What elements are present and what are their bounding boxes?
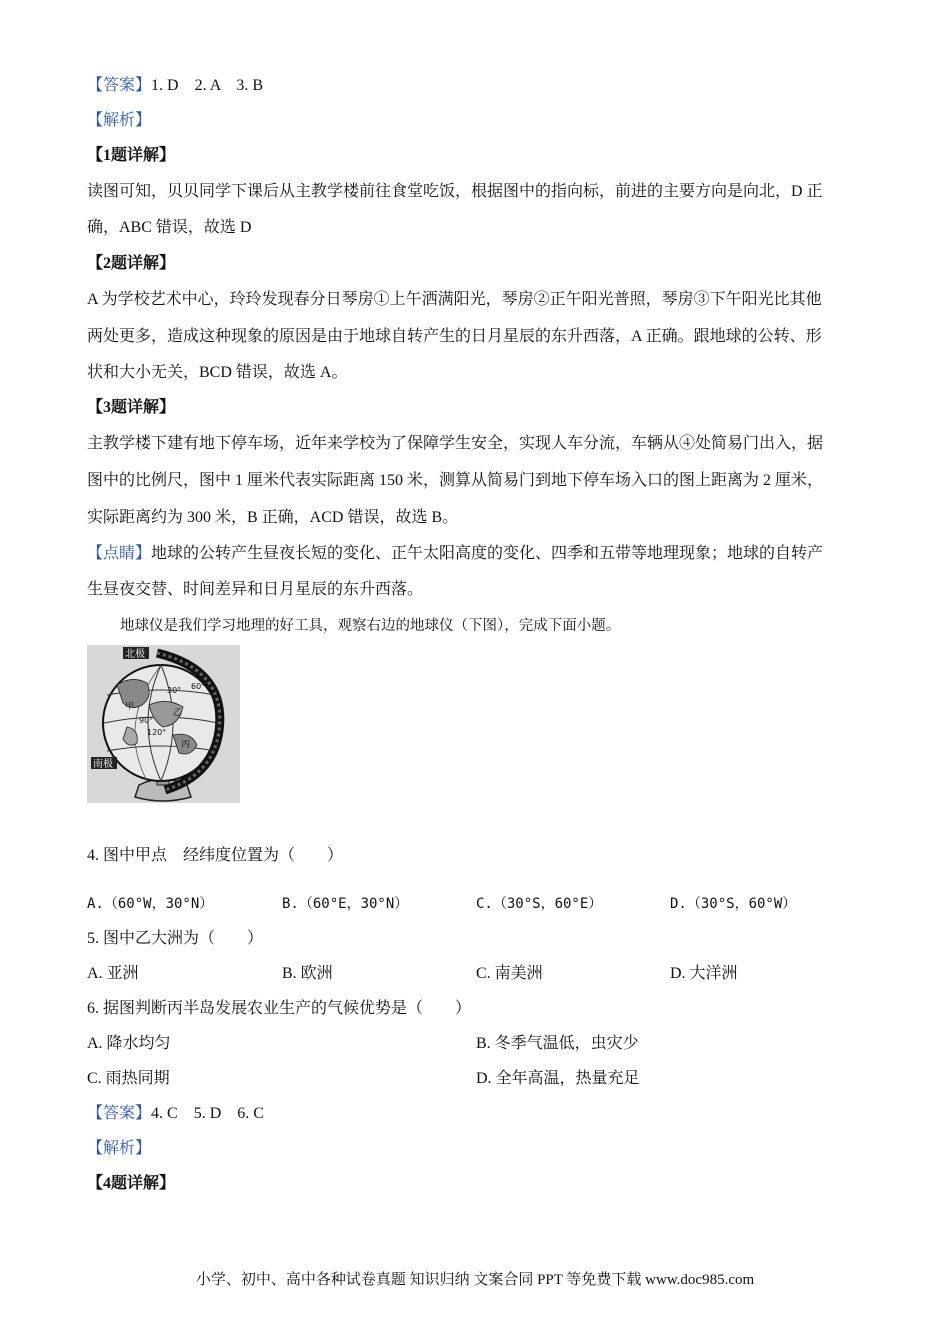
tip-line-2: 生昼夜交替、时间差异和日月星辰的东升西落。 — [87, 581, 424, 598]
analysis-tag-2: 【解析】 — [87, 1140, 152, 1157]
detail-1-line-2: 确，ABC 错误，故选 D — [87, 219, 252, 236]
detail-title-3: 【3题详解】 — [87, 399, 176, 416]
lon-90-label: 90° — [139, 716, 154, 725]
north-pole-label: 北极 — [125, 649, 145, 660]
answer-line-1-3 — [87, 76, 263, 96]
detail-title-2: 【2题详解】 — [87, 255, 176, 272]
q6-option-b: B. 冬季气温低，虫灾少 — [476, 1035, 639, 1052]
q5-option-c: C. 南美洲 — [476, 965, 543, 982]
detail-3-line-3: 实际距离约为 300 米，B 正确，ACD 错误，故选 B。 — [87, 509, 459, 526]
q4-option-c: C.（30°S，60°E） — [476, 896, 603, 912]
answer-line-4-6 — [87, 1104, 264, 1124]
tip-line-1 — [87, 544, 823, 564]
q5-option-d: D. 大洋洲 — [670, 965, 738, 982]
q4-option-a: A.（60°W，30°N） — [87, 896, 214, 912]
answer-tag-2: 【答案】 — [87, 1105, 152, 1122]
detail-2-line-1: A 为学校艺术中心，玲玲发现春分日琴房①上午洒满阳光，琴房②正午阳光普照，琴房③下午阳光比其他 — [87, 291, 822, 308]
q5-option-a: A. 亚洲 — [87, 965, 139, 982]
globe-figure — [87, 645, 240, 803]
tip-text-1: 地球的公转产生昼夜长短的变化、正午太阳高度的变化、四季和五带等地理现象；地球的自转产 — [151, 545, 824, 562]
detail-title-1: 【1题详解】 — [87, 147, 176, 164]
answer-text: 1. D 2. A 3. B — [151, 77, 264, 94]
globe-illustration — [87, 645, 240, 803]
q5-stem: 5. 图中乙大洲为（ ） — [87, 930, 264, 947]
detail-title-4: 【4题详解】 — [87, 1175, 176, 1192]
lon-120-label: 120° — [147, 728, 167, 737]
point-jia-label: 甲 — [125, 702, 135, 712]
q6-option-c: C. 雨热同期 — [87, 1070, 170, 1087]
peninsula-bing-label: 丙 — [181, 740, 191, 750]
q6-stem: 6. 据图判断丙半岛发展农业生产的气候优势是（ ） — [87, 1000, 472, 1017]
answer-text-2: 4. C 5. D 6. C — [151, 1105, 264, 1122]
continent-yi-label: 乙 — [173, 708, 183, 718]
detail-2-line-2: 两处更多，造成这种现象的原因是由于地球自转产生的日月星辰的东升西落，A 正确。跟地球的公转、形 — [87, 328, 822, 345]
q6-option-a: A. 降水均匀 — [87, 1035, 171, 1052]
lat-30-label: 30° — [167, 686, 182, 695]
answer-tag: 【答案】 — [87, 77, 152, 94]
q5-option-b: B. 欧洲 — [282, 965, 333, 982]
q4-option-b: B.（60°E，30°N） — [282, 896, 409, 912]
detail-2-line-3: 状和大小无关，BCD 错误，故选 A。 — [87, 364, 348, 381]
analysis-tag: 【解析】 — [87, 112, 152, 129]
q4-option-d: D.（30°S，60°W） — [670, 896, 797, 912]
q4-stem: 4. 图中甲点 经纬度位置为（ ） — [87, 847, 344, 864]
detail-1-line-1: 读图可知，贝贝同学下课后从主教学楼前往食堂吃饭，根据图中的指向标，前进的主要方向是向北，D 正 — [87, 183, 823, 200]
detail-3-line-1: 主教学楼下建有地下停车场，近年来学校为了保障学生安全，实现人车分流，车辆从④处简易门出入，据 — [87, 435, 824, 452]
tip-tag: 【点睛】 — [87, 545, 152, 562]
q6-option-d: D. 全年高温，热量充足 — [476, 1070, 640, 1087]
intro-text: 地球仪是我们学习地理的好工具，观察右边的地球仪（下图），完成下面小题。 — [120, 618, 621, 634]
page-footer: 小学、初中、高中各种试卷真题 知识归纳 文案合同 PPT 等免费下载 www.doc985.com — [195, 1272, 755, 1288]
lat-60-label: 60° — [191, 682, 206, 691]
south-pole-label: 南极 — [93, 759, 113, 770]
detail-3-line-2: 图中的比例尺，图中 1 厘米代表实际距离 150 米，测算从简易门到地下停车场入口的图上距离为 2 厘米， — [87, 472, 824, 489]
